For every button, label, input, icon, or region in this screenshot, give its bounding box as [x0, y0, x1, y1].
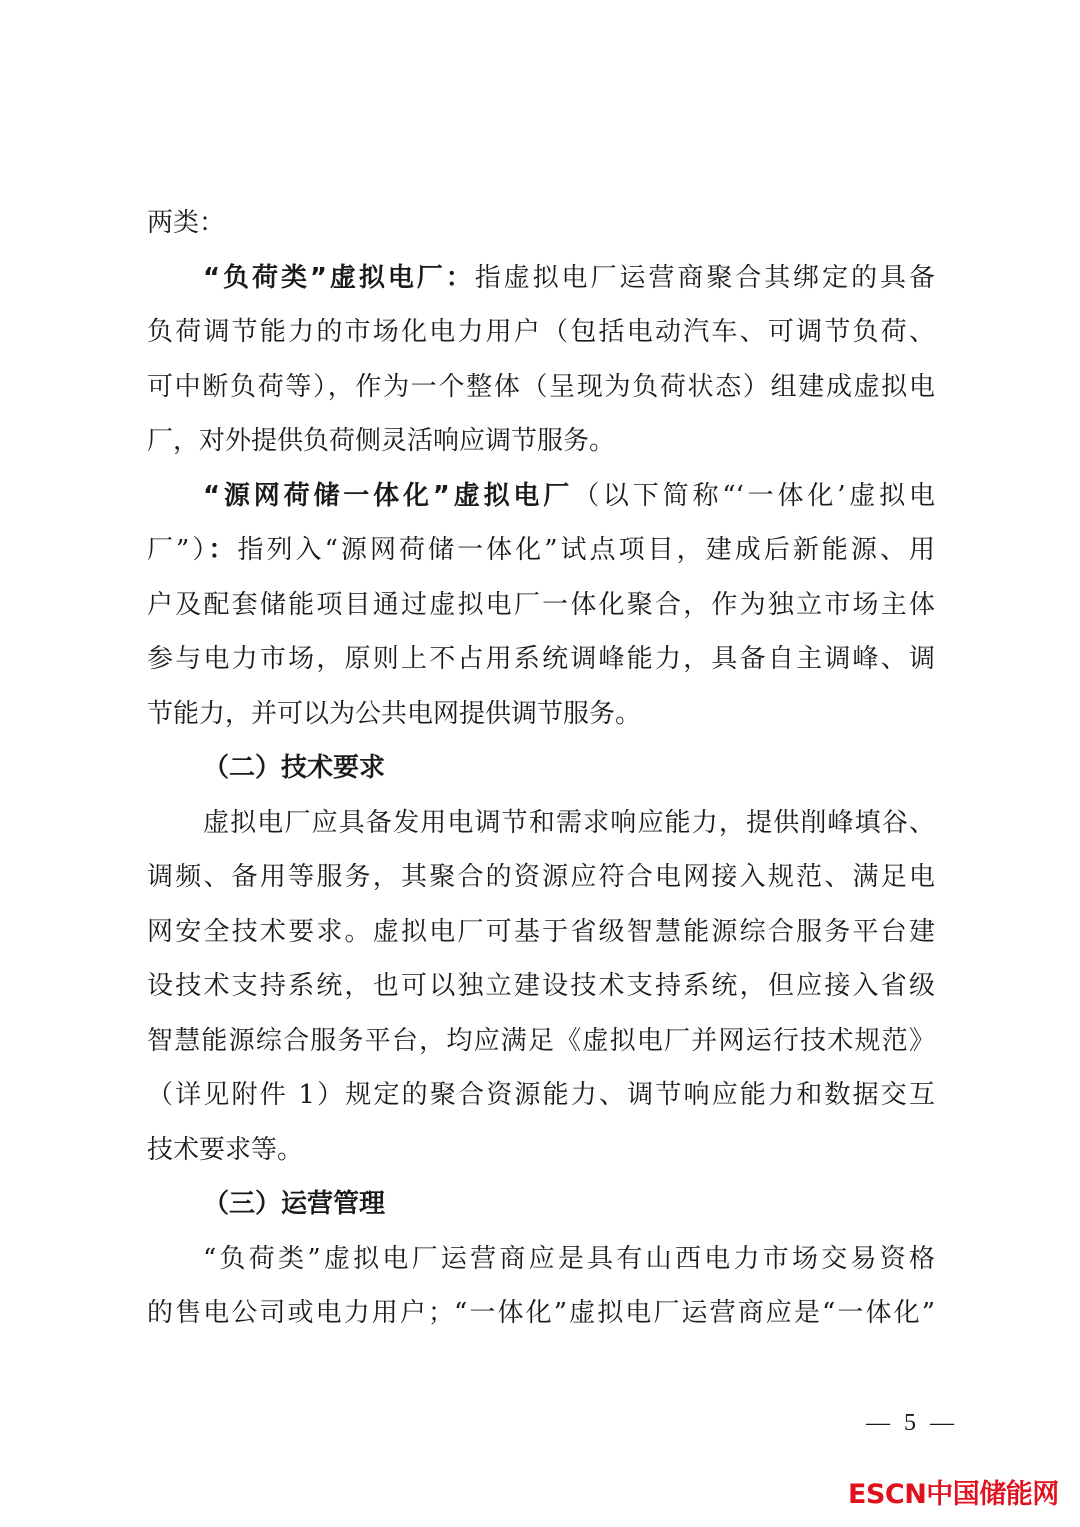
- text-line: [147, 421, 935, 476]
- text-line: [147, 639, 935, 694]
- text-line: [147, 1293, 935, 1348]
- text-line: [147, 694, 935, 749]
- body-text: 两类：: [147, 208, 226, 238]
- bold-text: （二）技术要求: [203, 753, 386, 783]
- body-text: 的售电公司或电力用户；“一体化”虚拟电厂运营商应是“一体化”: [147, 1298, 935, 1328]
- text-line: [147, 258, 935, 313]
- bold-text: （三）运营管理: [203, 1189, 386, 1219]
- text-line: [147, 912, 935, 967]
- text-line: [147, 748, 935, 803]
- text-line: [147, 1239, 935, 1294]
- body-text: 设技术支持系统，也可以独立建设技术支持系统，但应接入省级: [147, 971, 935, 1001]
- text-line: [147, 530, 935, 585]
- watermark-logo: ESCN中国储能网: [848, 1479, 1059, 1510]
- text-line: [147, 966, 935, 1021]
- body-text: 可中断负荷等），作为一个整体（呈现为负荷状态）组建成虚拟电: [147, 371, 935, 402]
- body-text: 参与电力市场，原则上不占用系统调峰能力，具备自主调峰、调: [147, 644, 935, 674]
- text-line: [147, 312, 935, 367]
- text-line: [147, 585, 935, 640]
- body-text: 技术要求等。: [147, 1134, 304, 1165]
- body-text: 节能力，并可以为公共电网提供调节服务。: [147, 698, 642, 729]
- text-line: [147, 367, 935, 422]
- body-text: 网安全技术要求。虚拟电厂可基于省级智慧能源综合服务平台建: [147, 916, 935, 947]
- body-text: 负荷调节能力的市场化电力用户（包括电动汽车、可调节负荷、: [147, 317, 935, 347]
- text-line: [147, 857, 935, 912]
- body-text: 指虚拟电厂运营商聚合其绑定的具备: [474, 262, 935, 293]
- text-line: [147, 1075, 935, 1130]
- body-text: 厂，对外提供负荷侧灵活响应调节服务。: [147, 426, 616, 456]
- body-text: 厂”）: [147, 535, 209, 565]
- body-text: 虚拟电厂应具备发用电调节和需求响应能力，提供削峰填谷、: [203, 807, 935, 838]
- body-text: （详见附件 1）规定的聚合资源能力、调节响应能力和数据交互: [147, 1080, 935, 1110]
- body-text: 智慧能源综合服务平台，均应满足《虚拟电厂并网运行技术规范》: [147, 1025, 935, 1056]
- text-line: [147, 1130, 935, 1185]
- text-line: [147, 1184, 935, 1239]
- text-line: [147, 803, 935, 858]
- text-line: [147, 476, 935, 531]
- bold-text: “源网荷储一体化”虚拟电厂: [203, 480, 574, 511]
- body-text: 户及配套储能项目通过虚拟电厂一体化聚合，作为独立市场主体: [147, 589, 935, 620]
- body-text: 指列入“源网荷储一体化”试点项目，建成后新能源、用: [237, 535, 935, 565]
- bold-text: ：: [208, 535, 238, 565]
- document-body: [147, 203, 935, 1348]
- text-line: [147, 203, 935, 258]
- body-text: “负荷类”虚拟电厂运营商应是具有山西电力市场交易资格: [203, 1243, 935, 1274]
- bold-text: “负荷类”虚拟电厂：: [203, 262, 475, 293]
- body-text: 调频、备用等服务，其聚合的资源应符合电网接入规范、满足电: [147, 862, 935, 892]
- page-number: — 5 —: [866, 1410, 958, 1436]
- text-line: [147, 1021, 935, 1076]
- body-text: （以下简称“‘一体化’虚拟电: [573, 480, 935, 511]
